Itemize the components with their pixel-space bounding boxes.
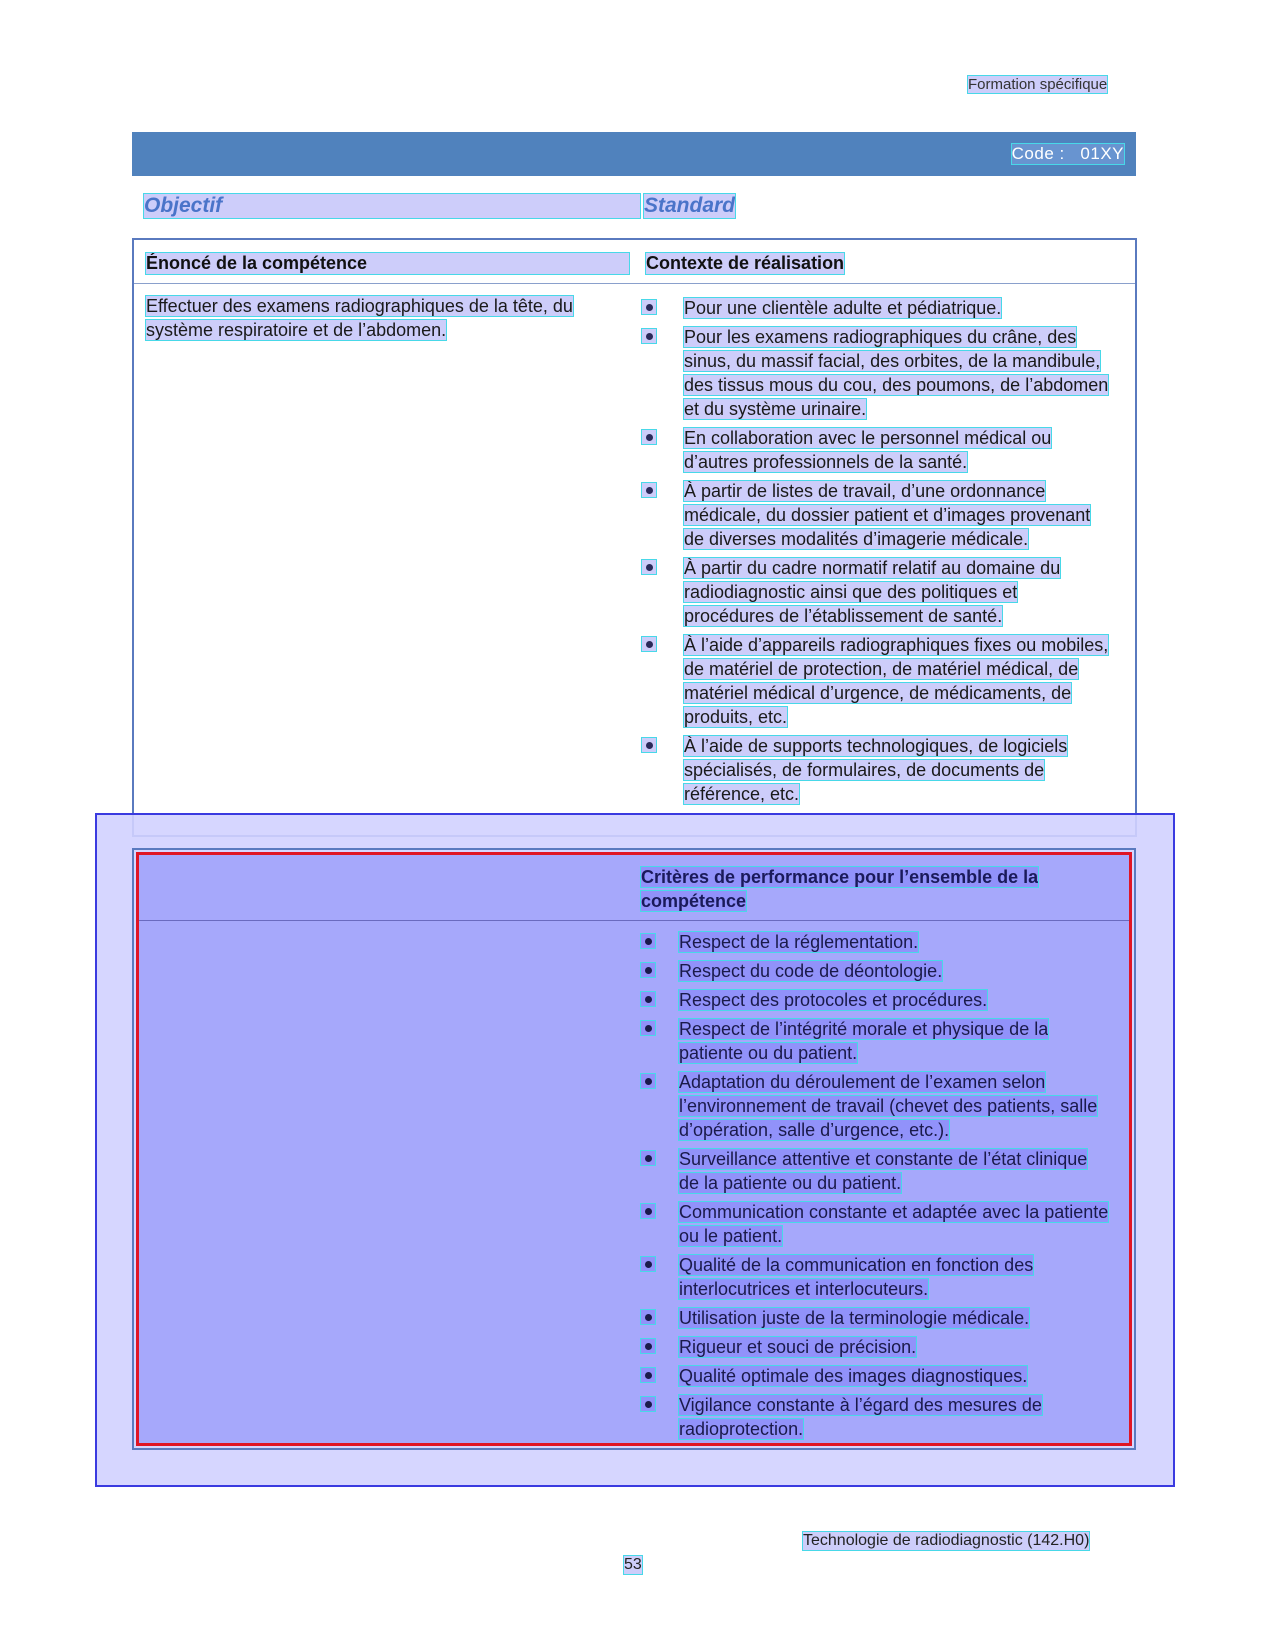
bullet-icon [641,1310,655,1324]
contexte-header: Contexte de réalisation [646,253,845,273]
bullet-icon [642,329,656,343]
footer-title: Technologie de radiodiagnostic (142.H0) [803,1532,1090,1549]
enonce-header: Énoncé de la compétence [146,253,629,274]
table-divider [134,283,1135,284]
code-label: Code : 01XY [1011,144,1124,163]
bullet-icon [642,637,656,651]
list-item: Utilisation juste de la terminologie médicale. [641,1306,1111,1330]
bullet-icon [641,1339,655,1353]
list-item: À l’aide de supports technologiques, de logiciels spécialisés, de formulaires, de documents de référence, etc. [642,734,1112,806]
list-item: À partir du cadre normatif relatif au domaine du radiodiagnostic ainsi que des politiques et procédures de l’établissement de santé. [642,556,1112,628]
bullet-icon [641,1397,655,1411]
list-item: À partir de listes de travail, d’une ordonnance médicale, du dossier patient et d’images provenant de diverses modalités d’imagerie médicale. [642,479,1112,551]
running-header: Formation spécifique [968,76,1108,93]
criteres-section[interactable] [136,852,1132,1446]
page-number: 53 [624,1556,642,1573]
list-item: Respect de la réglementation. [641,930,1111,954]
list-item: Pour une clientèle adulte et pédiatrique. [642,296,1112,320]
list-item: Qualité de la communication en fonction des interlocutrices et interlocuteurs. [641,1253,1111,1301]
list-item: Respect du code de déontologie. [641,959,1111,983]
bullet-icon [641,1368,655,1382]
bullet-icon [641,1204,655,1218]
enonce-text [146,294,610,342]
list-item: Vigilance constante à l’égard des mesures de radioprotection. [641,1393,1111,1441]
criteres-title: Critères de performance pour l’ensemble de la compétence [641,867,1039,911]
criteres-divider [139,920,1129,921]
list-item: Adaptation du déroulement de l’examen selon l’environnement de travail (chevet des patients, salle d’opération, salle d’urgence, etc.). [641,1070,1111,1142]
list-item: Respect des protocoles et procédures. [641,988,1111,1012]
criteres-list [641,930,1111,1446]
list-item: À l’aide d’appareils radiographiques fixes ou mobiles, de matériel de protection, de matériel médical, de matériel médical d’urgence, de médicaments, de produits, etc. [642,633,1112,729]
bullet-icon [641,1074,655,1088]
bullet-icon [642,483,656,497]
list-item: Qualité optimale des images diagnostiques. [641,1364,1111,1388]
list-item: Communication constante et adaptée avec la patiente ou le patient. [641,1200,1111,1248]
bullet-icon [641,1151,655,1165]
code-bar [132,132,1136,176]
bullet-icon [642,560,656,574]
bullet-icon [642,300,656,314]
list-item: Respect de l’intégrité morale et physique de la patiente ou du patient. [641,1017,1111,1065]
bullet-icon [641,963,655,977]
bullet-icon [641,992,655,1006]
list-item: Rigueur et souci de précision. [641,1335,1111,1359]
competence-table [132,238,1137,837]
bullet-icon [641,934,655,948]
bullet-icon [641,1021,655,1035]
list-item: En collaboration avec le personnel médical ou d’autres professionnels de la santé. [642,426,1112,474]
list-item: Pour les examens radiographiques du crâne, des sinus, du massif facial, des orbites, de la mandibule, des tissus mous du cou, des poumons, de l’abdomen et du système urinaire. [642,325,1112,421]
standard-label: Standard [644,194,736,217]
bullet-icon [642,430,656,444]
bullet-icon [641,1257,655,1271]
contexte-list [642,296,1112,811]
bullet-icon [642,738,656,752]
list-item: Surveillance attentive et constante de l’état clinique de la patiente ou du patient. [641,1147,1111,1195]
enonce-value: Effectuer des examens radiographiques de la tête, du système respiratoire et de l’abdomen. [146,296,573,340]
objectif-label: Objectif [144,194,640,218]
